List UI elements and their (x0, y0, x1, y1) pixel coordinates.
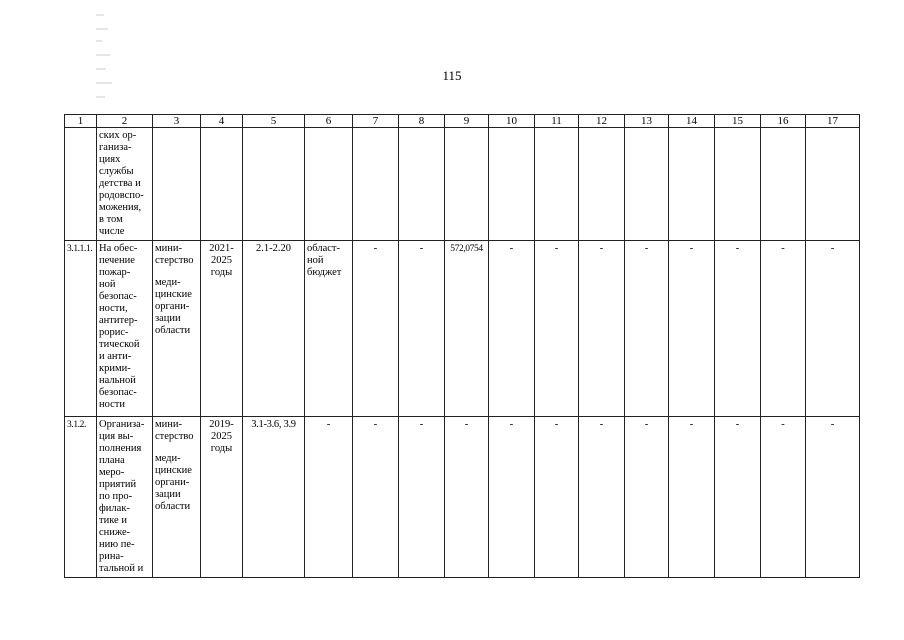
header-cell: 4 (201, 115, 243, 128)
header-cell: 14 (669, 115, 715, 128)
value-cell: - (353, 241, 399, 417)
header-cell: 8 (399, 115, 445, 128)
executor (153, 417, 201, 578)
value-cell (761, 128, 806, 241)
header-cell: 17 (806, 115, 860, 128)
indicators: 3.1-3.6, 3.9 (243, 417, 305, 578)
page-number: 115 (442, 68, 462, 83)
value-cell: - (761, 417, 806, 578)
table-row (65, 241, 860, 417)
header-cell: 10 (489, 115, 535, 128)
value-cell: - (445, 417, 489, 578)
header-cell: 15 (715, 115, 761, 128)
header-cell: 16 (761, 115, 806, 128)
value-cell (806, 128, 860, 241)
header-cell: 13 (625, 115, 669, 128)
value-cell (625, 128, 669, 241)
value-cell (399, 128, 445, 241)
value-cell: - (535, 417, 579, 578)
years (201, 128, 243, 241)
measure-name (97, 241, 153, 417)
value-cell: - (715, 241, 761, 417)
measure-name-text: На обес- печение пожар- ной безопас- ности, антитер- рорис- тической и анти- крими- нальной безопас- ности (99, 243, 140, 410)
executor (153, 128, 201, 241)
value-cell: - (353, 417, 399, 578)
value-cell: - (761, 241, 806, 417)
value-cell: - (806, 241, 860, 417)
measure-name (97, 128, 153, 241)
table-row (65, 417, 860, 578)
funding-source: област- ной бюджет (305, 241, 353, 417)
header-cell: 5 (243, 115, 305, 128)
row-number: 3.1.2. (65, 417, 97, 578)
row-number (65, 128, 97, 241)
header-cell: 1 (65, 115, 97, 128)
measures-table (64, 114, 860, 578)
value-cell: - (625, 241, 669, 417)
value-cell: - (399, 417, 445, 578)
value-cell (445, 128, 489, 241)
value-cell: - (399, 241, 445, 417)
value-cell (535, 128, 579, 241)
header-cell: 11 (535, 115, 579, 128)
executor-primary: мини- стерство (155, 419, 194, 442)
value-cell (489, 128, 535, 241)
value-cell: - (669, 241, 715, 417)
header-cell: 6 (305, 115, 353, 128)
header-cell: 7 (353, 115, 399, 128)
row-number: 3.1.1.1. (65, 241, 97, 417)
header-cell: 9 (445, 115, 489, 128)
indicators: 2.1-2.20 (243, 241, 305, 417)
table-row (65, 128, 860, 241)
value-cell: - (579, 241, 625, 417)
executor-secondary: меди- цинские органи- зации области (155, 277, 192, 336)
value-cell (715, 128, 761, 241)
header-cell: 12 (579, 115, 625, 128)
header-cell: 2 (97, 115, 153, 128)
value-cell: - (489, 417, 535, 578)
value-cell: - (625, 417, 669, 578)
funding-source: - (305, 417, 353, 578)
value-cell: - (535, 241, 579, 417)
header-row (65, 115, 860, 128)
indicators (243, 128, 305, 241)
executor-primary: мини- стерство (155, 243, 194, 266)
measure-name-text: Организа- ция вы- полнения плана меро- приятий по про- филак- тике и сниже- нию пе- рина- тальной и (99, 419, 145, 574)
executor (153, 241, 201, 417)
value-cell (353, 128, 399, 241)
value-cell: - (806, 417, 860, 578)
scan-artifact (96, 10, 136, 110)
years: 2019- 2025 годы (201, 417, 243, 578)
years: 2021- 2025 годы (201, 241, 243, 417)
value-cell: - (579, 417, 625, 578)
header-cell: 3 (153, 115, 201, 128)
value-cell: - (715, 417, 761, 578)
value-cell: - (489, 241, 535, 417)
value-cell (579, 128, 625, 241)
funding-source (305, 128, 353, 241)
executor-secondary: меди- цинские органи- зации области (155, 453, 192, 512)
value-cell: - (669, 417, 715, 578)
measure-name (97, 417, 153, 578)
value-cell (669, 128, 715, 241)
measure-name-text: ских ор- ганиза- циях службы детства и родовспо- можения, в том числе (99, 130, 144, 237)
value-cell: 572,0754 (445, 241, 489, 417)
